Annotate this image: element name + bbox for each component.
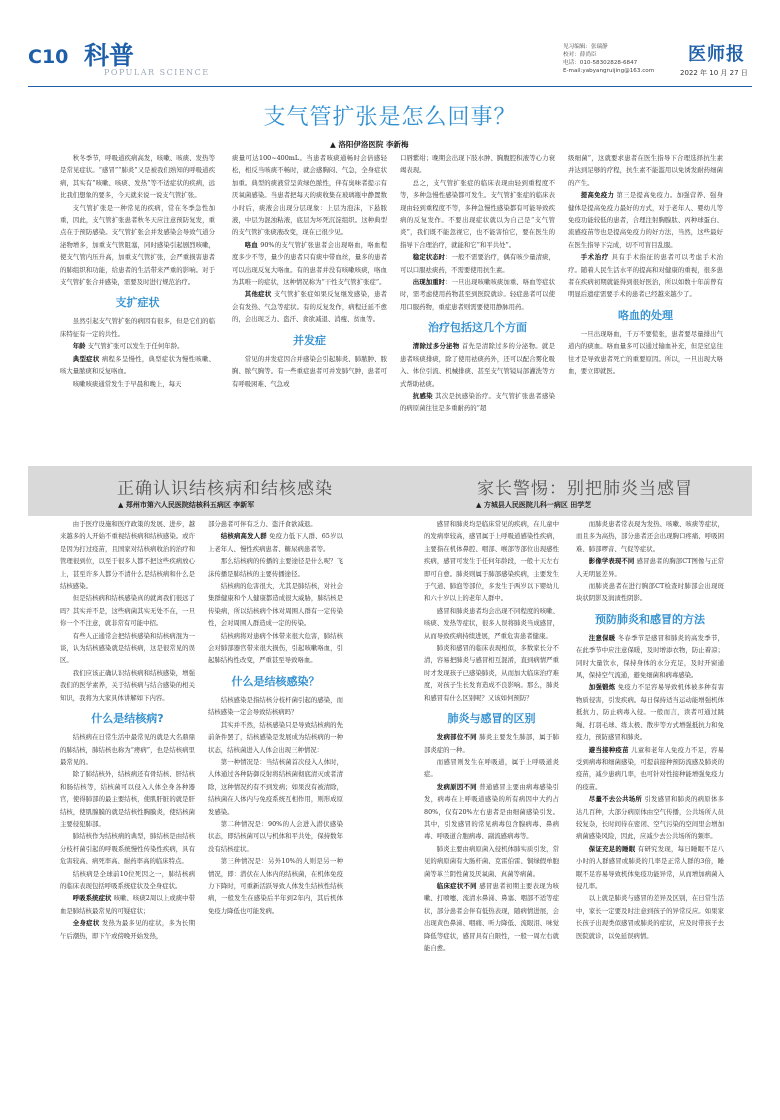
lead: 稳定状态时	[412, 253, 446, 262]
section-subtitle: POPULAR SCIENCE	[104, 68, 210, 77]
paragraph: 结核病将对患病个体带来很大危害，肺结核会对肺部器官带来很大损伤，引起咳嗽咯血，引起肺结构性改变，严重甚至导致咯血。	[208, 631, 343, 665]
paragraph	[60, 340, 215, 352]
paragraph: 支气管扩张是一种常见的疾病，常在冬季急性加重，因此，支气管扩张患者秋冬天应注意预防复发，重点在于预防感染。支气管扩张会并发感染会导致气道分泌物增多，加重支气管阻塞，同时感染引起剧烈咳嗽，使支气管内压升高，加重支气管扩张，会严重损害患者的肺组织和功能，给患者的生活带来严重的影响。对于支气管扩张合并感染，需要及时进行规范治疗。	[60, 203, 215, 287]
article1-byline: ▲ 洛阳伊洛医院 李新梅	[330, 140, 409, 149]
subheading: 治疗包括这几个方面	[428, 321, 527, 335]
paragraph: 而感冒则发生在呼吸道，属于上呼吸道炎症。	[424, 757, 559, 779]
paragraph	[576, 744, 724, 794]
paragraph: 而肺炎患者在进行胸部CT检查时肺部会出现斑块状阴影及润渍性阴影。	[576, 582, 724, 603]
lead: 典型症状	[72, 354, 100, 363]
paragraph: 结核病在日常生活中最常见的就是大名鼎鼎的肺结核，肺结核也称为“痨病”，也是结核病里最常见的。	[60, 733, 195, 766]
paragraph	[576, 793, 724, 843]
paragraph: 秋冬季节，呼吸道疾病高发，咳嗽、咳痰、发热等是常见症状。“感冒”“肺炎”又是被我们熟知的呼吸道疾病，其实有“咳嗽、咳痰、发热”等不适症状的疾病，远比我们想象的要多，今天就来说一说支气管扩张。	[60, 154, 215, 200]
paragraph: 我们应该正确认识结核病和结核感染，增强我们的医学素养，关于结核病与结合感染的相关知识，我将为大家具体讲解如下内容。	[60, 668, 195, 702]
text: 具有手术指征的患者可以考虑手术治疗。随着人民生活水平的提高和对健康的重视，很多患者在疾病初期就能得到很好医治，所以如数十年前曾有明显后遗症需要手术的患者已经越来越少了。	[568, 253, 723, 299]
text: 首先是清除过多的分泌物。就是患者咳痰排痰，除了使用祛痰药外，还可以配合雾化吸入、体位引流、机械排痰、甚至支气管镜局部灌洗等方式帮助祛痰。	[400, 342, 555, 388]
text: 发热为最多见的症状，多为长期午后潮热，即下午或傍晚开始发热，	[60, 919, 195, 940]
section-title: 科普	[84, 41, 135, 70]
paragraph: 级细菌”，这就要求患者在医生指导下合理选择抗生素并达到足够的疗程，抗生素不能滥用以免诱发耐药细菌的产生。	[568, 154, 723, 187]
paragraph	[576, 555, 724, 580]
paragraph: 痰量可达100~400mL。当患者咳痰通畅时会倍感轻松，相反当咳痰不畅时，就会感胸闷、气急，全身症状加重。典型的痰液常呈黄绿色脓性，伴有臭味者提示有厌氧菌感染。当患者把每天的痰收集在玻璃瓶中静置数小时后，痰液会出现分层现象：上层为泡沫，下悬脓液，中层为混浊粘液，底层为坏死沉淀组织。这种典型的支气管扩张痰液改变，现在已很少见。	[232, 154, 387, 237]
lead: 保证充足的睡眠	[588, 844, 636, 853]
paragraph	[568, 189, 723, 251]
page-header	[0, 0, 780, 92]
paragraph	[60, 892, 195, 917]
paragraph: 感冒和肺炎均是临床常见的疾病，在儿童中的发病率较高，感冒属于上呼吸道感染性疾病，主要指在机体鼻腔、咽部、喉部等部位出现感性疾病，感冒可发生于任何年龄段，一般十天左右即可自愈。肺炎则属于肺部感染疾病，主要发生于气道、肺泡等部位，多发生于两岁以下婴幼儿和六十岁以上的老年人群中。	[424, 520, 559, 603]
paragraph: 虽然引起支气管扩张的病因有很多，但是它们的临床特征有一定的共性。	[60, 317, 215, 338]
text: ：一旦出现咳嗽咳痰加重、咯血等症状时，需考虑使用药物甚至到医院就诊。轻症患者可以使用口服药物，重症患者则需要使用静脉用药。	[400, 278, 555, 311]
article2-column-2	[208, 518, 343, 1114]
lead: 出现加重时	[412, 278, 446, 287]
text: 引发感冒和肺炎的病原体多达几百种，大部分病原体由空气传播，公共场所人员较复杂，长时间待在密闭、空气污染的空间里会增加病菌感染风险，因此，应减少去公共场所的频率。	[576, 795, 724, 841]
paragraph	[576, 681, 724, 743]
paragraph	[208, 530, 343, 555]
text: 90%的支气管扩张患者会出现咯血，咯血程度多少不等，量少的患者只有痰中带血丝，量多的患者可以出现反复大咯血。有的患者并没有咳嗽咳痰，咯血为其唯一的症状，这种情况称为“干性支气管扩张症”。	[232, 240, 387, 287]
paragraph: 但是结核病和结核感染真的就离我们很远了吗？其实并不是，这些病菌其实无处不在，一旦你一个不注意，就非常有可能中招。	[60, 594, 195, 628]
paragraph: 肺炎和感冒的临床表现相似，多数家长分不清，容易把肺炎与感冒相互混淆，直到病情严重时才发现孩子已感染肺炎，从而加大临床治疗难度，对孩子生长发育造成不良影响。那么，肺炎和感冒有什么区别呢？又该如何预防？	[424, 644, 559, 702]
subheading: 肺炎与感冒的区别	[447, 712, 536, 726]
article1-column-2	[232, 152, 387, 457]
text: 免疫力不足容易导致机体被多种有害物质侵害，引发疾病。每日保持适当运动能增强机体抵抗力，防止病毒入侵。一般而言，读者可通过跳绳、打羽毛球、练太极、散步等方式增强抵抗力和免疫力，预防感冒和肺炎。	[576, 683, 724, 742]
editor-line: 校对：薛尚臣	[563, 52, 597, 58]
paragraph: 由于医疗设施和医疗政策的发展、进步，越来越多的人开始不重视结核病和结核感染。或许是因为打过疫苗，且国家对结核病收治的治疗和管理很到位，以至于很多人都不把这些疾病放心上，甚至许多人都分不清什么是结核病和什么是结核感染。	[60, 520, 195, 591]
subheading: 什么是结核感染？	[231, 674, 320, 688]
lead: 其他症状	[244, 290, 272, 299]
paragraph: 常见的并发症因合并感染会引起肺炎、肺脓肿、脓胸、脓气胸等。有一些重症患者可并发肺气肿，患者可有呼吸困难、气急或	[232, 354, 387, 388]
paragraph	[232, 288, 387, 325]
paragraph	[568, 251, 723, 301]
text: 儿童和老年人免疫力不足，容易受到病毒和细菌感染，可提前接种预防流感及肺炎的疫苗，减少患病几率，也可针对性接种能增强免疫力的疫苗。	[576, 745, 724, 791]
lead: 年龄	[72, 342, 86, 351]
editor-line: 电话：010-58302828-6847	[563, 60, 638, 66]
article3-column-2	[576, 518, 724, 1114]
paragraph	[424, 781, 559, 843]
text: 病程多呈慢性，典型症状为慢性咳嗽、咳大量脓痰和反复咯血。	[60, 354, 215, 376]
paragraph: 结核感染是指结核分枝杆菌引起的感染，而结核感染一定会导致结核病吗？	[208, 695, 343, 717]
text: 冬春季节是感冒和肺炎的高发季节，在此季节中应注意保暖，及时增添衣物，防止着凉；同时大量饮水，保持身体的水分充足，及时开窗通风，保持空气流通，避免细菌和病毒感染。	[576, 633, 724, 680]
article1-column-1	[60, 152, 215, 457]
subheading: 什么是结核病?	[91, 712, 164, 726]
paragraph: 有些人正通常会把结核感染和结核病混为一谈，认为结核感染就是结核病，这是很常见的误区。	[60, 631, 195, 665]
text: 感冒患者初期主要表现为咳嗽、打喷嚏、流清水鼻涕、鼻塞、咽部不适等症状，部分患者会伴有低热表现，随病情进展，会出现黄色鼻涕、咽痛、听力降低、流眼泪、味觉降低等症状，感冒具有自限性，一般一周左右就能自愈。	[424, 881, 559, 952]
lead: 加强锻炼	[588, 683, 616, 692]
article1-column-3	[400, 152, 555, 457]
article1-title: 支气管扩张是怎么回事？	[263, 105, 517, 130]
paragraph: 第一种情况是：当结核菌首次侵入人体时，人体通过各种防御反射将结核菌彻底清灭或者清除，这种情况约有不到发病；如果没有被清除，结核菌在人体内与免疫系统互相作用，则形成原发感染。	[208, 757, 343, 816]
paragraph: 除了肺结核外，结核病还有骨结核、肝结核和肠结核等，结核菌可以侵入人体全身各种器官，使得肺部的最主要结核，使肌肝脏的就是肝结核，使肌腺膜的就是结核性胸膜炎，使结核菌主要侵犯肺部。	[60, 770, 195, 828]
text: 咳嗽、咳痰2周以上或痰中带血是肺结核最常见的可疑症状；	[60, 894, 195, 915]
paragraph: 结核病是全球前10位死因之一，肺结核病的临床表现包括呼吸系统症状及全身症状。	[60, 869, 195, 890]
paragraph: 以上就是肺炎与感冒的差异及区别，在日常生活中，家长一定要及时注意到孩子的异常反应。如果家长孩子出现类似感冒或肺炎的症状，应及时带孩子去医院就诊，以免延误病情。	[576, 894, 724, 940]
paragraph: 感冒和肺炎患者均会出现不同程度的咳嗽、咳痰、发热等症状，很多人误将肺炎当成感冒，从而导致疾病持续进展，严重危害患者健康。	[424, 606, 559, 640]
lead: 咯血	[244, 240, 259, 249]
lead: 注意保暖	[588, 633, 616, 642]
article2-title: 正确认识结核病和结核感染	[117, 479, 333, 499]
subheading: 咯血的处理	[618, 308, 673, 322]
paragraph	[400, 390, 555, 415]
article2-byline: ▲ 郑州市第六人民医院结核科五病区 李新军	[118, 501, 255, 509]
paragraph: 结核病的危害很大，尤其是肺结核，对社会集群健康和个人健康都造成很大威胁，肺结核是传染病，所以结核病个体对周围人群有一定传染性，会对周围人群造成一定的传染。	[208, 582, 343, 628]
text: 支气管扩张症如果反复继发感染，患者会有发热、气急等症状。有的反复发作，病程迁延不愈的，会出现乏力、盗汗、食欲减退、消瘦、贫血等。	[232, 290, 387, 324]
subheading: 预防肺炎和感冒的方法	[595, 612, 705, 626]
paragraph: 第三种情况是：另外10%的人则是另一种情况，即：潜伏在人体内的结核菌，在机体免疫力下降时，可重新活跃导致人体发生结核性结核病，一般发生在感染后半年到2年内，其后机体免疫力降低也可能发病。	[208, 857, 343, 915]
text: 普通感冒主要由病毒感染引发，病毒在上呼吸道感染的所有病因中大约占80%，仅有20%左右患者是由细菌感染引发。其中，引发感冒的常见病毒包含腺病毒、鼻病毒、呼吸道合胞病毒、副流感病毒等。	[424, 782, 559, 841]
paragraph: 而肺炎患者常表现为发热、咳嗽、咳痰等症状，而且多为高热，部分患者还会出现胸口疼痛、呼吸困难、肺部啰音、气促等症状。	[576, 520, 724, 553]
paragraph: 总之，支气管扩张症的临床表现由轻到重程度不等，多种急慢性感染都可发生。支气管扩张症的临床表现由轻到重程度不等，多种急慢性感染都有可能导致疾病的反复发作。不要出现症状就以为自己是“支气管炎”，我们既不能忽视它，也不能害怕它，要在医生的指导下合理治疗，就能和它“和平共处”。	[400, 178, 555, 249]
paragraph: 咳嗽咳痰通常发生于早晨和晚上，每天	[72, 379, 182, 388]
paragraph	[576, 632, 724, 682]
editor-line: E-mail:yabyangruijing@163.com	[563, 68, 655, 74]
article3-column-1	[424, 518, 559, 1114]
lead: 抗感染	[412, 391, 433, 400]
text: 第三是提高免疫力。加强营养、强身健体是提高免疫力最好的方式，对于老年人、婴幼儿等免疫功能较低的患者，合理注射胸腺肽、丙种球蛋白、流感疫苗等也是提高免疫力的好方法，当然，这些最好在医生指导下完成，切不可盲目乱服。	[568, 191, 723, 249]
paragraph	[576, 843, 724, 893]
subheading: 支扩症状	[115, 296, 160, 310]
paragraph: 肺结核作为结核病的典型，肺结核是由结核分枝杆菌引起的呼吸系统慢性传染性疾病，具有危害较高、病死率高、耐药率高的临床特点。	[60, 832, 195, 866]
header-rule	[28, 86, 752, 87]
paragraph: 那么结核病的传播的主要途径是什么呢？飞沫传播是肺结核的主要传播途径。	[208, 557, 343, 578]
text: ：一般不需要治疗，偶有咳少量清痰，可以口服祛痰药，不需要使用抗生素。	[400, 253, 555, 274]
editor-line: 见习编辑：张瑞静	[563, 44, 608, 50]
newspaper-logo: 医师报	[688, 44, 745, 65]
paragraph	[424, 880, 559, 954]
paragraph: 口唇紫绀；晚期会出现下肢水肿、胸腹腔积液等心力衰竭表现。	[400, 154, 555, 175]
article3-title: 家长警惕：别把肺炎当感冒	[477, 479, 693, 499]
paragraph	[424, 731, 559, 756]
paragraph: 其实并不然，结核感染只是导致结核病的先前条件罢了，结核感染是发展成为结核病的一种状态，结核菌进入人体会出现三种情况：	[208, 720, 343, 754]
paragraph: 部分患者可伴有乏力、盗汗食欲减退。	[208, 520, 317, 528]
text: 有研究发现，每日睡眠不足八小时的人群感冒或肺炎的几率是正常人群的3倍，睡眠不足容易导致机体免疫功能异常，从而增加病菌入侵几率。	[576, 844, 724, 890]
text: 感冒患者的胸部CT图像与正常人无明显差异。	[576, 557, 724, 578]
paragraph	[400, 276, 555, 313]
editor-info	[563, 43, 683, 75]
article3-byline: ▲ 方城县人民医院儿科一病区 田学芝	[476, 501, 592, 509]
issue-date: 2022 年 10 月 27 日	[680, 69, 748, 77]
lead: 临床症状不同	[436, 881, 477, 890]
text: 免疫力低下人群、65岁以上老年人、慢性疾病患者、糖尿病患者等。	[208, 532, 343, 553]
subheading: 并发症	[293, 333, 326, 347]
paragraph	[60, 353, 215, 378]
paragraph: 肺炎主要由病原菌入侵机体肺实质引发，常见的病原菌有大肠杆菌、克雷伯雷、铜绿假单胞菌等革兰阴性菌及厌氧菌、真菌等病菌。	[424, 844, 559, 878]
article1-column-4	[568, 152, 723, 457]
paragraph: 第二种情况是：90%的人会进入潜伏感染状态，即结核菌可以与机体和平共处，保持数年没有结核症状。	[208, 819, 343, 853]
lead: 发病原因不同	[436, 782, 477, 791]
lead: 避当接种疫苗	[588, 745, 629, 754]
paragraph	[400, 251, 555, 276]
lead: 手术治疗	[580, 253, 609, 262]
lead: 尽量不去公共场所	[588, 795, 643, 804]
lead: 呼吸系统症状	[72, 894, 112, 903]
lead: 发病部位不同	[436, 733, 477, 742]
text: 其次是抗感染治疗。支气管扩张患者感染的病原菌往往是多重耐药的“超	[400, 391, 555, 413]
lead: 全身症状	[72, 919, 100, 928]
paragraph	[232, 239, 387, 289]
lead: 影像学表现不同	[588, 557, 635, 566]
lead: 清除过多分泌物	[412, 342, 460, 351]
article2-column-1	[60, 518, 195, 1114]
page-number: C10	[28, 46, 69, 68]
paragraph	[400, 340, 555, 390]
lead: 提高免疫力	[580, 191, 615, 200]
paragraph	[60, 917, 195, 942]
text: 肺炎主要发生肺部，属于肺部炎症的一种。	[424, 733, 559, 754]
lead: 结核病高发人群	[220, 532, 267, 541]
paragraph: 一旦出现咯血，千万不要慌张，患者要尽量排出气道内的痰血。咯血量多可以通过输血补充，但是窒息往往才是导致患者死亡的重要原因。所以，一旦出现大咯血，要立即就医。	[568, 329, 723, 376]
text: 支气管扩张可以发生于任何年龄。	[87, 342, 184, 351]
